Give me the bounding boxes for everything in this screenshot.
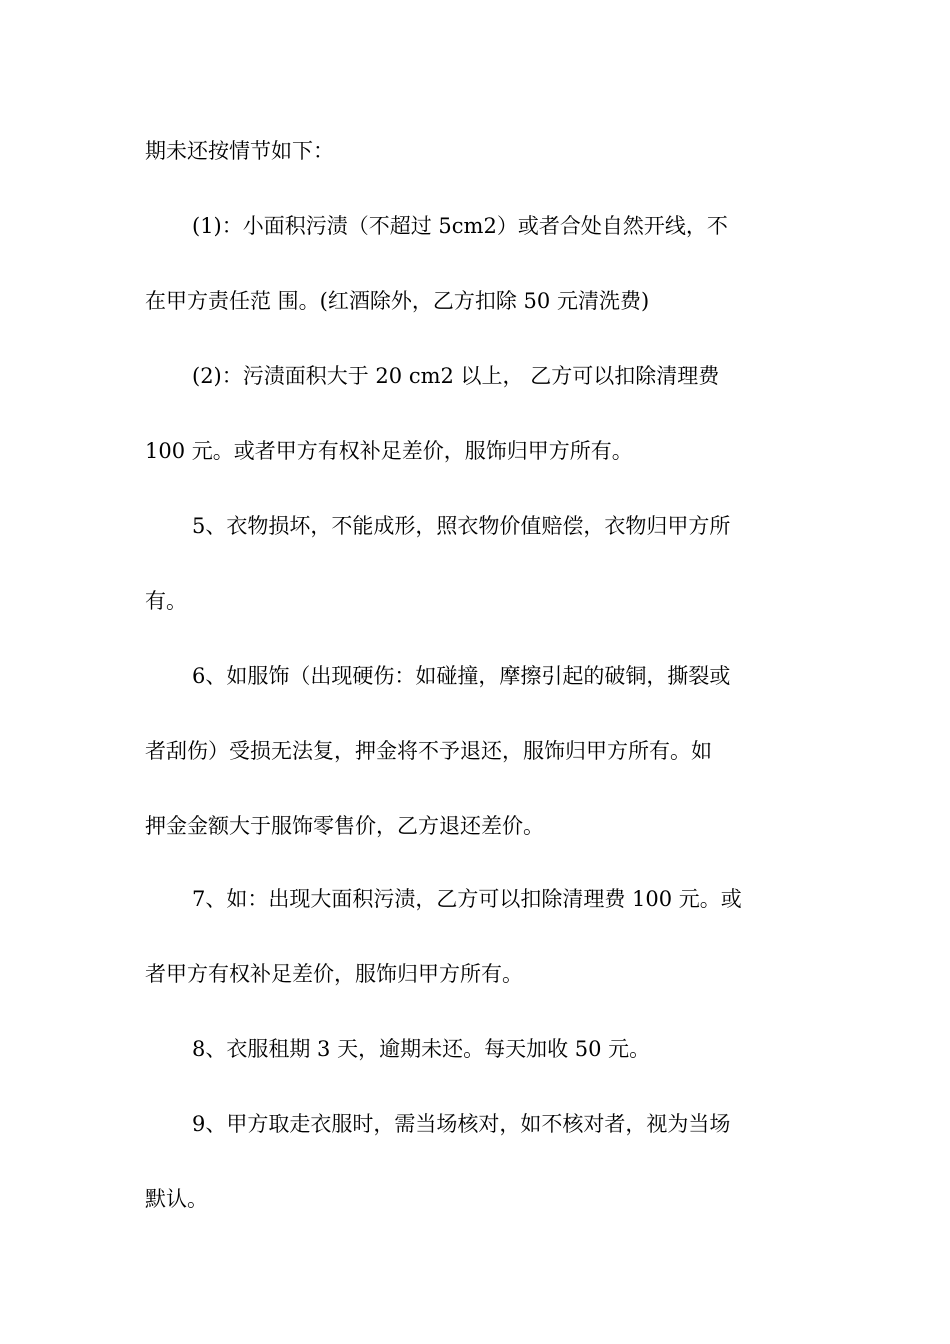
text-line-13: 8、衣服租期 3 天，逾期未还。每天加收 50 元。: [192, 1037, 651, 1061]
text-line-1: 期未还按情节如下：: [145, 139, 334, 163]
text-line-7: 有。: [145, 589, 187, 613]
text-line-8: 6、如服饰（出现硬伤：如碰撞，摩擦引起的破铜，撕裂或: [192, 664, 731, 688]
text-line-3: 在甲方责任范 围。(红酒除外，乙方扣除 50 元清洗费): [145, 289, 650, 313]
text-line-5: 100 元。或者甲方有权补足差价，服饰归甲方所有。: [145, 439, 633, 463]
text-line-4: (2)：污渍面积大于 20 cm2 以上， 乙方可以扣除清理费: [192, 364, 720, 388]
text-line-15: 默认。: [145, 1187, 208, 1211]
text-line-11: 7、如：出现大面积污渍，乙方可以扣除清理费 100 元。或: [192, 887, 742, 911]
text-line-9: 者刮伤）受损无法复，押金将不予退还，服饰归甲方所有。如: [145, 739, 712, 763]
text-line-10: 押金金额大于服饰零售价，乙方退还差价。: [145, 814, 544, 838]
text-line-14: 9、甲方取走衣服时，需当场核对，如不核对者，视为当场: [192, 1112, 731, 1136]
text-line-2: (1)：小面积污渍（不超过 5cm2）或者合处自然开线，不: [192, 214, 728, 238]
text-line-6: 5、衣物损坏，不能成形，照衣物价值赔偿，衣物归甲方所: [192, 514, 731, 538]
text-line-12: 者甲方有权补足差价，服饰归甲方所有。: [145, 962, 523, 986]
